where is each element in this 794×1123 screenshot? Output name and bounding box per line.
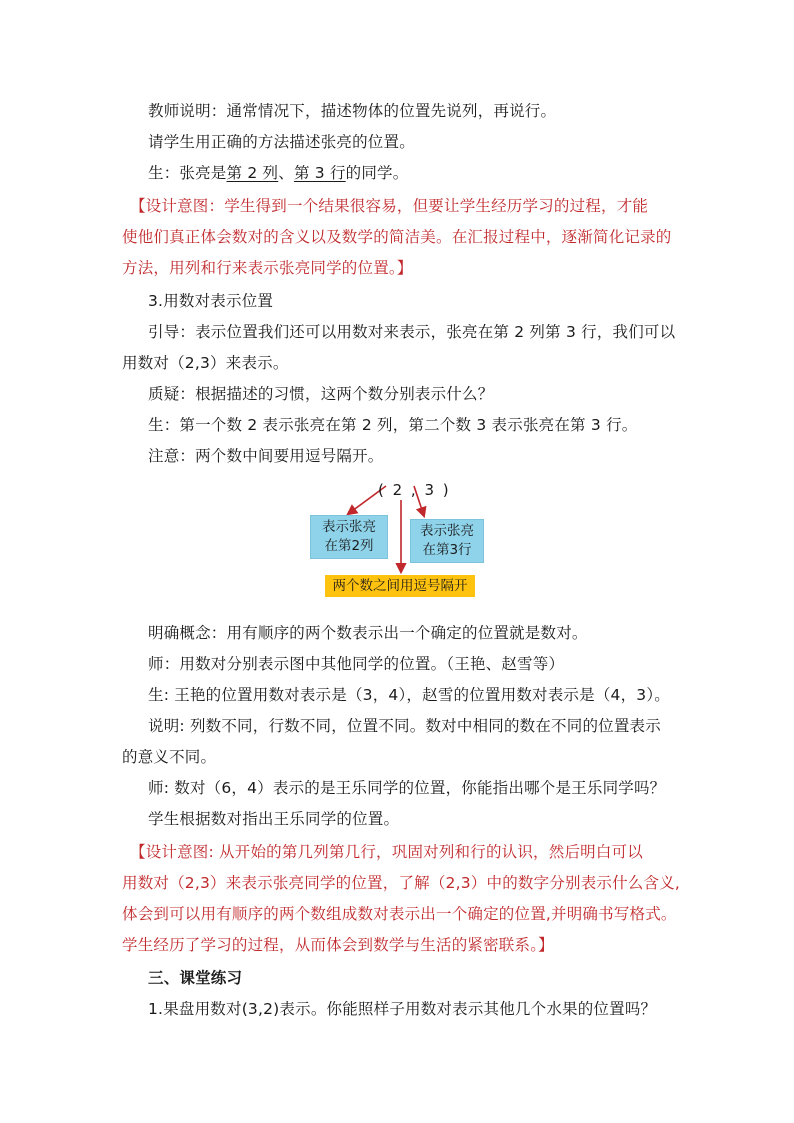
question: 质疑：根据描述的习惯，这两个数分别表示什么？ (148, 385, 494, 403)
teacher-note: 教师说明：通常情况下，描述物体的位置先说列，再说行。 (148, 102, 557, 120)
comma-note-banner: 两个数之间用逗号隔开 (325, 575, 475, 597)
instruction: 请学生用正确的方法描述张亮的位置。 (148, 133, 415, 151)
student-positions: 生: 王艳的位置用数对表示是（3，4），赵雪的位置用数对表示是（4，3）。 (148, 686, 670, 704)
student-action: 学生根据数对指出王乐同学的位置。 (148, 810, 400, 828)
column-box-line-2: 在第2列 (324, 538, 374, 554)
guide-line-1: 引导：表示位置我们还可以用数对来表示，张亮在第 2 列第 3 行，我们可以 (148, 323, 676, 341)
number-pair-label: ( 2 , 3 ) (378, 481, 451, 499)
concept: 明确概念：用有顺序的两个数表示出一个确定的位置就是数对。 (148, 624, 588, 642)
design-intent-1-line-2: 使他们真正体会数对的含义以及数学的简洁美。在汇报过程中，逐渐简化记录的 (122, 228, 672, 246)
row-box-line-1: 表示张亮 (420, 523, 474, 539)
column-meaning-box (310, 515, 388, 559)
design-intent-1-line-1: 【设计意图：学生得到一个结果很容易，但要让学生经历学习的过程，才能 (130, 197, 649, 215)
practice-question-1: 1.果盘用数对(3,2)表示。你能照样子用数对表示其他几个水果的位置吗？ (148, 1000, 657, 1018)
row-box-line-2: 在第3行 (422, 542, 472, 558)
design-intent-2-line-1: 【设计意图: 从开始的第几列第几行，巩固对列和行的认识，然后明白可以 (130, 843, 643, 861)
practice-heading: 三、课堂练习 (148, 969, 243, 987)
design-intent-1-line-3: 方法，用列和行来表示张亮同学的位置。】 (122, 259, 413, 277)
row-underlined: 第 3 行 (293, 164, 346, 182)
teacher-prompt: 师：用数对分别表示图中其他同学的位置。（王艳、赵雪等） (148, 655, 565, 673)
design-intent-2-line-2: 用数对（2,3）来表示张亮同学的位置，了解（2,3）中的数字分别表示什么含义, (122, 874, 681, 892)
column-box-line-1: 表示张亮 (322, 519, 376, 535)
design-intent-2-line-4: 学生经历了学习的过程，从而体会到数学与生活的紧密联系。】 (122, 936, 554, 954)
teacher-question: 师: 数对（6，4）表示的是王乐同学的位置，你能指出哪个是王乐同学吗？ (148, 779, 666, 797)
section-3-heading: 3.用数对表示位置 (148, 292, 274, 310)
answer-sep: 、 (278, 164, 294, 182)
answer-prefix: 生：张亮是 (148, 164, 227, 182)
design-intent-2-line-3: 体会到可以用有顺序的两个数组成数对表示出一个确定的位置,并明确书写格式。 (122, 905, 677, 923)
explanation-line-1: 说明: 列数不同，行数不同，位置不同。数对中相同的数在不同的位置表示 (148, 717, 661, 735)
student-answer (148, 162, 408, 184)
answer-suffix: 的同学。 (345, 164, 409, 182)
guide-line-2: 用数对（2,3）来表示。 (122, 354, 289, 372)
student-answer-2: 生：第一个数 2 表示张亮在第 2 列，第二个数 3 表示张亮在第 3 行。 (148, 416, 638, 434)
row-meaning-box (410, 519, 484, 563)
number-pair-diagram (300, 478, 500, 603)
note: 注意：两个数中间要用逗号隔开。 (148, 447, 384, 465)
column-underlined: 第 2 列 (226, 164, 279, 182)
explanation-line-2: 的意义不同。 (122, 748, 217, 766)
